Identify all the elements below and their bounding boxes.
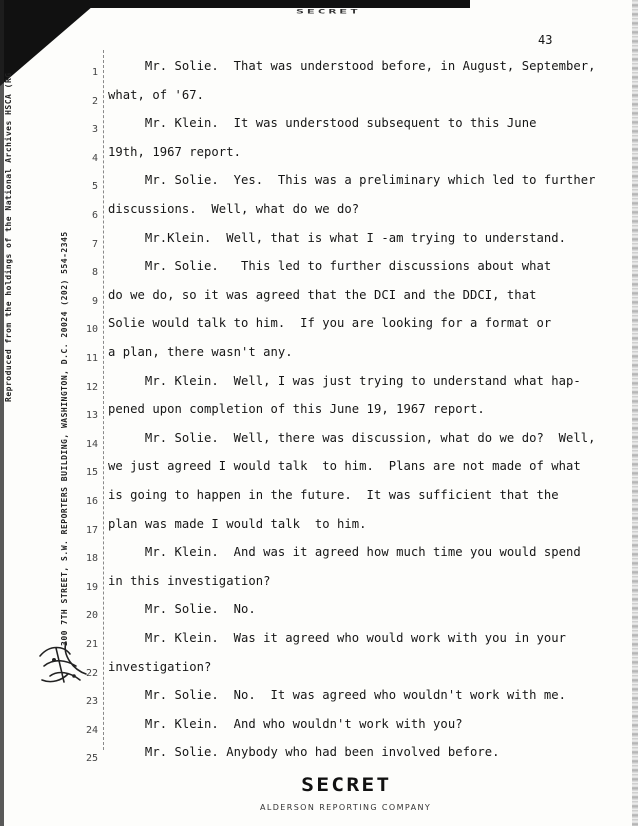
line-number: 6 xyxy=(91,210,98,221)
transcript-line: 19th, 1967 report. xyxy=(108,144,241,159)
transcript-line: investigation? xyxy=(108,659,212,674)
line-number: 15 xyxy=(85,467,98,479)
transcript-line: is going to happen in the future. It was sufficient that the xyxy=(108,488,559,502)
line-number: 4 xyxy=(91,152,98,164)
line-number: 5 xyxy=(91,181,98,193)
transcript-line: Mr. Klein. Well, I was just trying to understand what hap- xyxy=(108,373,581,388)
transcript-line: we just agreed I would talk to him. Plans are not made of what xyxy=(108,459,581,474)
transcript-line: Mr. Klein. It was understood subsequent to this June xyxy=(108,116,537,131)
line-number: 2 xyxy=(91,95,98,107)
line-number: 11 xyxy=(85,353,98,364)
line-number: 16 xyxy=(85,496,98,507)
line-number: 22 xyxy=(85,667,98,679)
transcript-line: Mr. Klein. Was it agreed who would work with you in your xyxy=(108,631,567,645)
scan-edge-right xyxy=(632,0,638,826)
line-number: 17 xyxy=(85,524,98,536)
reporter-address: 300 7TH STREET, S.W. REPORTERS BUILDING, WASHINGTON, D.C. 20024 (202) 554-2345 xyxy=(60,231,69,646)
line-number: 7 xyxy=(91,238,98,250)
line-number: 21 xyxy=(85,639,98,650)
transcript-line: Mr. Solie. Well, there was discussion, what do we do? Well, xyxy=(108,430,596,445)
transcript-line: Mr. Solie. Anybody who had been involved before. xyxy=(108,745,500,760)
transcript-line: plan was made I would talk to him. xyxy=(108,516,367,531)
line-number: 18 xyxy=(85,553,98,565)
transcript-line: pened upon completion of this June 19, 1967 report. xyxy=(108,402,485,417)
transcript-line: what, of '67. xyxy=(108,87,205,102)
line-number: 1 xyxy=(91,67,98,78)
transcript-line: Solie would talk to him. If you are looking for a format or xyxy=(108,316,552,331)
transcript-line: Mr.Klein. Well, that is what I -am trying to understand. xyxy=(108,230,567,245)
page-number: 43 xyxy=(538,33,553,47)
transcript-line: Mr. Solie. No. xyxy=(108,602,256,617)
transcript-line: discussions. Well, what do we do? xyxy=(108,202,360,216)
transcript-line: do we do, so it was agreed that the DCI and the DDCI, that xyxy=(108,287,537,302)
footer-classification-stamp: SECRET xyxy=(301,774,392,796)
transcript-line: in this investigation? xyxy=(108,573,271,588)
transcript-line: Mr. Solie. This led to further discussions about what xyxy=(108,259,552,274)
line-number: 24 xyxy=(85,724,98,736)
footer-company-name: ALDERSON REPORTING COMPANY xyxy=(260,803,432,812)
transcript-line: Mr. Klein. And was it agreed how much time you would spend xyxy=(108,545,581,560)
transcript-line: Mr. Klein. And who wouldn't work with you? xyxy=(108,716,463,731)
line-number: 12 xyxy=(85,381,98,393)
line-number: 23 xyxy=(85,696,98,708)
line-number: 8 xyxy=(91,267,98,279)
archive-notice: Reproduced from the holdings of the National Archives HSCA (RG xyxy=(4,72,13,402)
transcript-line: Mr. Solie. Yes. This was a preliminary which led to further xyxy=(108,173,596,188)
transcript-line: Mr. Solie. No. It was agreed who wouldn't work with me. xyxy=(108,688,567,703)
transcript-line: Mr. Solie. That was understood before, in August, September, xyxy=(108,59,596,73)
top-classification-mark: SECRET xyxy=(296,8,361,16)
line-number: 10 xyxy=(85,324,98,336)
margin-rule xyxy=(103,50,104,750)
line-number: 14 xyxy=(85,438,98,450)
line-number: 9 xyxy=(91,295,98,307)
line-number: 19 xyxy=(85,581,98,593)
line-number: 3 xyxy=(91,124,98,136)
line-number: 13 xyxy=(85,410,98,422)
line-number: 25 xyxy=(85,753,98,765)
line-number: 20 xyxy=(85,610,98,622)
transcript-line: a plan, there wasn't any. xyxy=(108,345,293,359)
